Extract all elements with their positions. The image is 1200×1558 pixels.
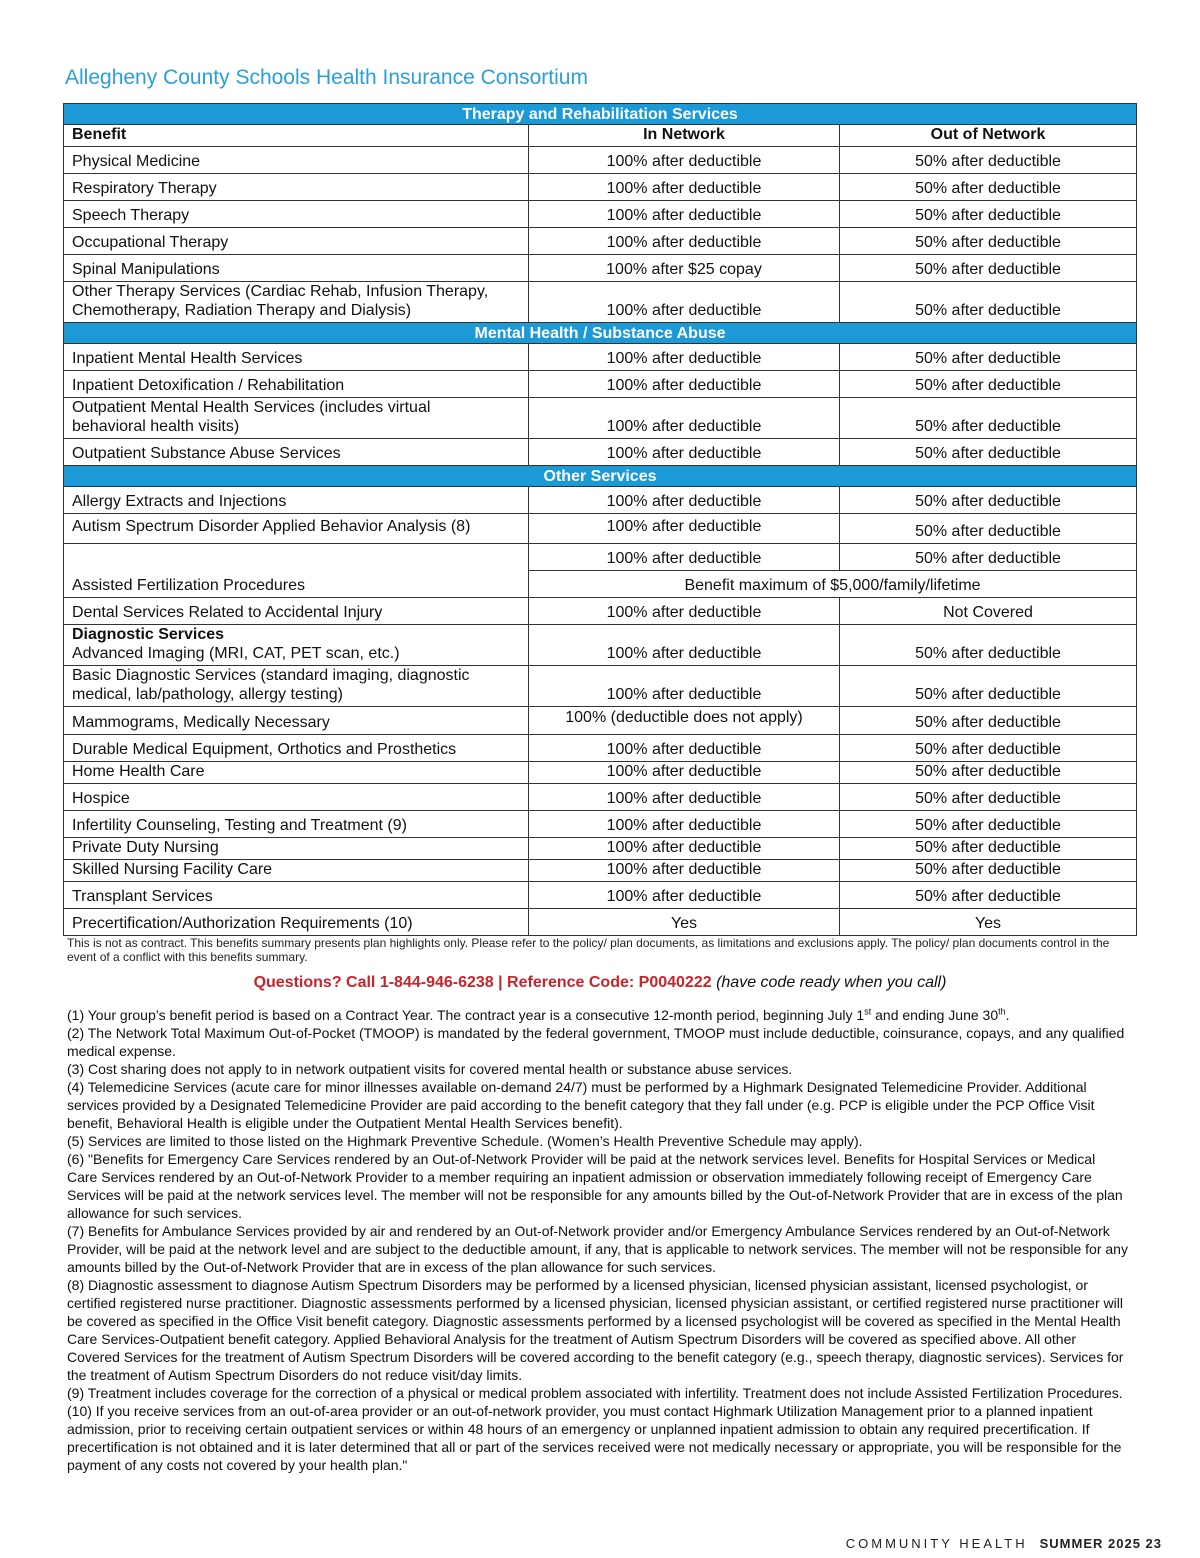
in-network-cell: 100% after deductible <box>529 811 840 838</box>
in-network-cell: 100% after deductible <box>529 598 840 625</box>
benefit-cell: Inpatient Detoxification / Rehabilitation <box>64 371 529 398</box>
benefit-line: medical, lab/pathology, allergy testing) <box>72 686 343 703</box>
out-network-cell: 50% after deductible <box>840 838 1137 860</box>
out-network-cell: 50% after deductible <box>840 439 1137 466</box>
table-row <box>64 487 1137 514</box>
out-network-cell: 50% after deductible <box>840 282 1137 323</box>
in-network-cell: Yes <box>529 909 840 936</box>
in-network-cell: 100% after deductible <box>529 282 840 323</box>
in-network-cell: 100% after deductible <box>529 147 840 174</box>
column-header-benefit: Benefit <box>64 125 529 147</box>
table-row <box>64 255 1137 282</box>
benefit-cell: Occupational Therapy <box>64 228 529 255</box>
table-row <box>64 838 1137 860</box>
in-network-cell: 100% after deductible <box>529 439 840 466</box>
table-row <box>64 909 1137 936</box>
footnote-5: (5) Services are limited to those listed on the Highmark Preventive Schedule. (Women’s Health Preventive Schedule may apply). <box>67 1133 863 1149</box>
benefit-cell: Dental Services Related to Accidental Injury <box>64 598 529 625</box>
out-network-cell: 50% after deductible <box>840 707 1137 735</box>
section-title: Mental Health / Substance Abuse <box>64 323 1137 344</box>
out-network-cell: 50% after deductible <box>840 147 1137 174</box>
in-network-cell: 100% after deductible <box>529 838 840 860</box>
table-row <box>64 544 1137 571</box>
section-title: Other Services <box>64 466 1137 487</box>
out-network-cell: 50% after deductible <box>840 882 1137 909</box>
in-network-cell: 100% after deductible <box>529 344 840 371</box>
benefit-cell: Allergy Extracts and Injections <box>64 487 529 514</box>
benefit-cell: Private Duty Nursing <box>64 838 529 860</box>
benefit-cell: Speech Therapy <box>64 201 529 228</box>
table-row <box>64 707 1137 735</box>
benefit-line: Advanced Imaging (MRI, CAT, PET scan, etc.) <box>72 645 400 662</box>
in-network-cell: 100% after deductible <box>529 174 840 201</box>
out-network-cell: 50% after deductible <box>840 762 1137 784</box>
superscript: th <box>998 1006 1006 1017</box>
out-network-cell: 50% after deductible <box>840 514 1137 544</box>
out-network-cell: 50% after deductible <box>840 371 1137 398</box>
out-network-cell: 50% after deductible <box>840 201 1137 228</box>
table-row <box>64 625 1137 666</box>
questions-call-text: Questions? Call 1-844-946-6238 | Reference Code: P0040222 <box>253 974 712 991</box>
benefit-cell: Mammograms, Medically Necessary <box>64 707 529 735</box>
out-network-cell: 50% after deductible <box>840 784 1137 811</box>
table-row <box>64 201 1137 228</box>
footnote-text: (1) Your group’s benefit period is based on a Contract Year. The contract year is a consecutive 12-month period, beginning July 1 <box>67 1007 865 1023</box>
in-network-cell: 100% after deductible <box>529 882 840 909</box>
page-footer <box>846 1536 1162 1551</box>
out-network-cell: 50% after deductible <box>840 811 1137 838</box>
benefit-cell <box>64 282 529 323</box>
section-header-other-services <box>64 466 1137 487</box>
out-network-cell: 50% after deductible <box>840 735 1137 762</box>
benefit-line: behavioral health visits) <box>72 418 240 435</box>
table-row <box>64 371 1137 398</box>
benefit-cell: Spinal Manipulations <box>64 255 529 282</box>
out-network-cell: 50% after deductible <box>840 398 1137 439</box>
in-network-cell: 100% after deductible <box>529 625 840 666</box>
benefit-cell <box>64 625 529 666</box>
in-network-cell: 100% after deductible <box>529 487 840 514</box>
in-network-cell: 100% after deductible <box>529 735 840 762</box>
benefit-cell: Precertification/Authorization Requirements (10) <box>64 909 529 936</box>
benefits-table <box>63 103 1137 936</box>
footnote-9: (9) Treatment includes coverage for the correction of a physical or medical problem associated with infertility. Treatment does not include Assisted Fertilization Procedures. <box>67 1385 1123 1401</box>
disclaimer-text: This is not as contract. This benefits summary presents plan highlights only. Please refer to the policy/ plan documents, as limitations and exclusions apply. The policy/ plan documents control in the event of a conflict with this benefits summary. <box>67 936 1110 964</box>
issue-and-page: SUMMER 2025 23 <box>1039 1536 1162 1551</box>
out-network-cell: 50% after deductible <box>840 344 1137 371</box>
table-row <box>64 735 1137 762</box>
table-row <box>64 784 1137 811</box>
benefit-maximum-note: Benefit maximum of $5,000/family/lifetime <box>529 571 1137 598</box>
table-row <box>64 811 1137 838</box>
in-network-cell: 100% after deductible <box>529 762 840 784</box>
footnote-7: (7) Benefits for Ambulance Services provided by air and rendered by an Out-of-Network provider and/or Emergency Ambulance Services rendered by an Out-of-Network Provider, will be paid at the network level and are subject to the deductible amount, if any, that is applicable to network services. The member will not be responsible for any amounts billed by the Out-of-Network Provider that are in excess of the plan allowance for such services. <box>67 1223 1128 1275</box>
in-network-cell: 100% after deductible <box>529 228 840 255</box>
footnote-2: (2) The Network Total Maximum Out-of-Pocket (TMOOP) is mandated by the federal government, TMOOP must include deductible, coinsurance, copays, and any qualified medical expense. <box>67 1025 1125 1059</box>
benefit-cell: Durable Medical Equipment, Orthotics and Prosthetics <box>64 735 529 762</box>
table-row <box>64 762 1137 784</box>
footnotes <box>67 1006 1129 1474</box>
superscript: st <box>864 1006 872 1017</box>
table-row <box>64 398 1137 439</box>
table-row <box>64 147 1137 174</box>
out-network-cell: 50% after deductible <box>840 255 1137 282</box>
benefit-cell: Hospice <box>64 784 529 811</box>
publication-name: COMMUNITY HEALTH <box>845 1536 1028 1551</box>
benefit-line: Other Therapy Services (Cardiac Rehab, Infusion Therapy, <box>72 283 489 300</box>
benefit-cell: Transplant Services <box>64 882 529 909</box>
section-title: Therapy and Rehabilitation Services <box>64 104 1137 125</box>
benefit-cell <box>64 398 529 439</box>
benefit-cell: Assisted Fertilization Procedures <box>64 544 529 598</box>
out-network-cell: Yes <box>840 909 1137 936</box>
table-header-row <box>64 125 1137 147</box>
column-header-out-of-network: Out of Network <box>840 125 1137 147</box>
in-network-cell: 100% after deductible <box>529 860 840 882</box>
table-row <box>64 344 1137 371</box>
table-row <box>64 174 1137 201</box>
subheading-diagnostic-services: Diagnostic Services <box>72 626 225 643</box>
table-row <box>64 882 1137 909</box>
benefit-cell: Home Health Care <box>64 762 529 784</box>
benefit-cell <box>64 666 529 707</box>
table-row <box>64 439 1137 466</box>
out-network-cell: 50% after deductible <box>840 487 1137 514</box>
in-network-cell: 100% after deductible <box>529 398 840 439</box>
in-network-cell: 100% after $25 copay <box>529 255 840 282</box>
benefit-line: Chemotherapy, Radiation Therapy and Dialysis) <box>72 302 412 319</box>
in-network-cell: 100% (deductible does not apply) <box>529 707 840 735</box>
benefit-cell: Infertility Counseling, Testing and Treatment (9) <box>64 811 529 838</box>
in-network-cell: 100% after deductible <box>529 371 840 398</box>
out-network-cell: 50% after deductible <box>840 666 1137 707</box>
footnote-8: (8) Diagnostic assessment to diagnose Autism Spectrum Disorders may be performed by a licensed physician, licensed physician assistant, licensed psychologist, or certified registered nurse practitioner. Diagnostic assessments performed by a licensed physician, licensed physician assistant, or certified registered nurse practitioner will be covered as specified in the Office Visit benefit category. Diagnostic assessments performed by a licensed psychologist will be covered as specified in the Mental Health Care Services-Outpatient benefit category. Applied Behavioral Analysis for the treatment of Autism Spectrum Disorders will be covered as specified above. All other Covered Services for the treatment of Autism Spectrum Disorders will be covered according to the benefit category (e.g., speech therapy, diagnostic services). Services for the treatment of Autism Spectrum Disorders do not reduce visit/day limits. <box>67 1277 1124 1383</box>
table-row <box>64 282 1137 323</box>
benefit-line: Outpatient Mental Health Services (includes virtual <box>72 399 431 416</box>
questions-banner <box>0 974 1200 992</box>
table-row <box>64 666 1137 707</box>
in-network-cell: 100% after deductible <box>529 784 840 811</box>
footnote-3: (3) Cost sharing does not apply to in network outpatient visits for covered mental health or substance abuse services. <box>67 1061 793 1077</box>
table-row <box>64 860 1137 882</box>
benefit-cell: Physical Medicine <box>64 147 529 174</box>
out-network-cell: 50% after deductible <box>840 228 1137 255</box>
footnote-text: . <box>1005 1007 1010 1023</box>
benefit-cell: Outpatient Substance Abuse Services <box>64 439 529 466</box>
table-row <box>64 598 1137 625</box>
footnote-6: (6) "Benefits for Emergency Care Services rendered by an Out-of-Network Provider will be paid at the network services level. Benefits for Hospital Services or Medical Care Services rendered by an Out-of-Network Provider to a member requiring an inpatient admission or observation immediately following receipt of Emergency Care Services will be paid at the network services level. The member will not be responsible for any amounts billed by the Out-of-Network Provider that are in excess of the plan allowance for such services. <box>67 1151 1123 1221</box>
footnote-1 <box>67 1006 1129 1024</box>
benefit-cell: Respiratory Therapy <box>64 174 529 201</box>
in-network-cell: 100% after deductible <box>529 201 840 228</box>
page-title: Allegheny County Schools Health Insurance Consortium <box>65 66 588 89</box>
section-header-mental-health <box>64 323 1137 344</box>
benefit-line: Basic Diagnostic Services (standard imaging, diagnostic <box>72 667 470 684</box>
benefit-cell: Skilled Nursing Facility Care <box>64 860 529 882</box>
footnote-text: and ending June 30 <box>871 1007 999 1023</box>
out-network-cell: Not Covered <box>840 598 1137 625</box>
out-network-cell: 50% after deductible <box>840 625 1137 666</box>
out-network-cell: 50% after deductible <box>840 544 1137 571</box>
out-network-cell: 50% after deductible <box>840 860 1137 882</box>
in-network-cell: 100% after deductible <box>529 544 840 571</box>
table-row <box>64 228 1137 255</box>
table-row <box>64 514 1137 544</box>
out-network-cell: 50% after deductible <box>840 174 1137 201</box>
section-header-therapy <box>64 104 1137 125</box>
benefit-cell: Autism Spectrum Disorder Applied Behavior Analysis (8) <box>64 514 529 544</box>
benefit-cell: Inpatient Mental Health Services <box>64 344 529 371</box>
in-network-cell: 100% after deductible <box>529 514 840 544</box>
footnote-10: (10) If you receive services from an out-of-area provider or an out-of-network provider, you must contact Highmark Utilization Management prior to a planned inpatient admission, prior to receiving certain outpatient services or within 48 hours of an emergency or unplanned inpatient admission to obtain any required precertification. If precertification is not obtained and it is later determined that all or part of the services received were not medically necessary or appropriate, you will be responsible for the payment of any costs not covered by your health plan." <box>67 1403 1122 1473</box>
in-network-cell: 100% after deductible <box>529 666 840 707</box>
column-header-in-network: In Network <box>529 125 840 147</box>
questions-note: (have code ready when you call) <box>716 974 947 991</box>
footnote-4: (4) Telemedicine Services (acute care for minor illnesses available on-demand 24/7) must be performed by a Highmark Designated Telemedicine Provider. Additional services provided by a Designated Telemedicine Provider are paid according to the benefit category that they fall under (e.g. PCP is eligible under the PCP Office Visit benefit, Behavioral Health is eligible under the Outpatient Mental Health Services benefit). <box>67 1079 1095 1131</box>
